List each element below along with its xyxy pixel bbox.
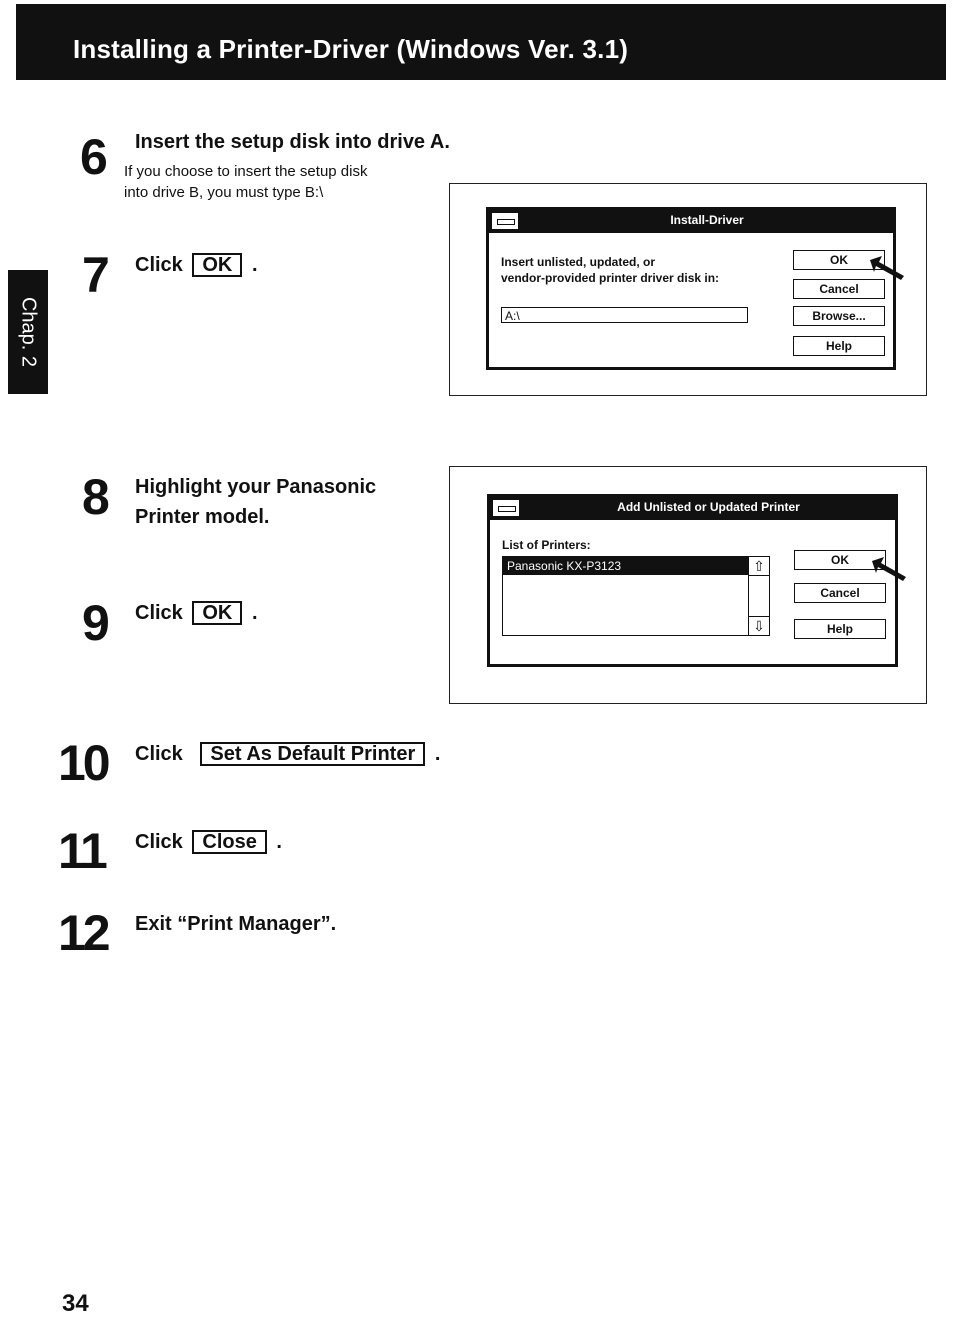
- step-6-number: 6: [80, 129, 105, 185]
- install-prompt: [501, 254, 719, 286]
- step-10-number: 10: [58, 735, 108, 791]
- step-9-instruction: [135, 598, 258, 628]
- step-6-description: [124, 161, 367, 203]
- step-9-suffix: .: [251, 602, 258, 624]
- step-12-title: Exit “Print Manager”.: [135, 913, 337, 935]
- help-button[interactable]: Help: [793, 336, 885, 356]
- figure-install-driver: [449, 183, 927, 396]
- list-of-printers-label: List of Printers:: [502, 538, 591, 552]
- pointer-arrow-icon: [870, 555, 910, 583]
- step-7-title: Click: [135, 254, 183, 276]
- step-11-title: Click: [135, 831, 183, 853]
- step-7-suffix: .: [251, 254, 258, 276]
- install-prompt-line-1: Insert unlisted, updated, or: [501, 255, 656, 269]
- page-header: [16, 4, 946, 80]
- step-11-number: 11: [58, 823, 105, 879]
- step-9-number: 9: [82, 595, 107, 651]
- cancel-button[interactable]: Cancel: [794, 583, 886, 603]
- dialog-titlebar: [489, 210, 893, 233]
- dialog-title: Add Unlisted or Updated Printer: [617, 500, 800, 514]
- install-driver-dialog: [486, 207, 896, 370]
- step-7-instruction: [135, 250, 258, 280]
- cancel-button[interactable]: Cancel: [793, 279, 885, 299]
- step-11-suffix: .: [276, 831, 282, 853]
- page-number: 34: [62, 1290, 89, 1317]
- step-8-number: 8: [82, 469, 107, 525]
- step-10-set-default-button-label: Set As Default Printer: [200, 742, 425, 766]
- scroll-up-arrow-icon[interactable]: ⇧: [749, 557, 769, 576]
- install-prompt-line-2: vendor-provided printer driver disk in:: [501, 271, 720, 285]
- step-12-number: 12: [58, 905, 108, 961]
- step-10-instruction: [135, 739, 440, 769]
- step-8-title: [135, 472, 376, 532]
- step-6-desc-line-1: If you choose to insert the setup disk: [124, 163, 368, 180]
- printer-listbox[interactable]: [502, 556, 770, 636]
- selected-printer-item[interactable]: Panasonic KX-P3123: [503, 557, 748, 575]
- browse-button[interactable]: Browse...: [793, 306, 885, 326]
- add-printer-dialog: [487, 494, 898, 667]
- scroll-down-arrow-icon[interactable]: ⇩: [749, 616, 769, 635]
- step-11-close-button-label: Close: [192, 830, 266, 854]
- step-11-instruction: [135, 827, 282, 857]
- chapter-tab: [8, 270, 48, 394]
- step-6-desc-line-2: into drive B, you must type B:\: [124, 184, 324, 201]
- page-title: Installing a Printer-Driver (Windows Ver. 3.1): [73, 34, 629, 64]
- step-8-title-line-2: Printer model.: [135, 506, 270, 528]
- dialog-title: Install-Driver: [670, 213, 744, 227]
- ok-button[interactable]: OK: [793, 250, 885, 270]
- step-10-suffix: .: [434, 743, 441, 765]
- step-8-title-line-1: Highlight your Panasonic: [135, 476, 377, 498]
- step-6-title: Insert the setup disk into drive A.: [135, 131, 450, 153]
- step-7-number: 7: [82, 247, 107, 303]
- figure-add-printer: [449, 466, 927, 704]
- step-9-ok-button-label: OK: [192, 601, 242, 625]
- help-button[interactable]: Help: [794, 619, 886, 639]
- system-menu-icon[interactable]: [492, 499, 520, 517]
- step-9-title: Click: [135, 602, 183, 624]
- system-menu-icon[interactable]: [491, 212, 519, 230]
- step-10-title: Click: [135, 743, 183, 765]
- ok-button[interactable]: OK: [794, 550, 886, 570]
- pointer-arrow-icon: [868, 254, 908, 282]
- listbox-scrollbar[interactable]: [748, 557, 769, 635]
- dialog-titlebar: [490, 497, 895, 520]
- chapter-tab-label: Chap. 2: [17, 296, 40, 368]
- step-7-ok-button-label: OK: [192, 253, 242, 277]
- disk-path-input[interactable]: A:\: [501, 307, 748, 323]
